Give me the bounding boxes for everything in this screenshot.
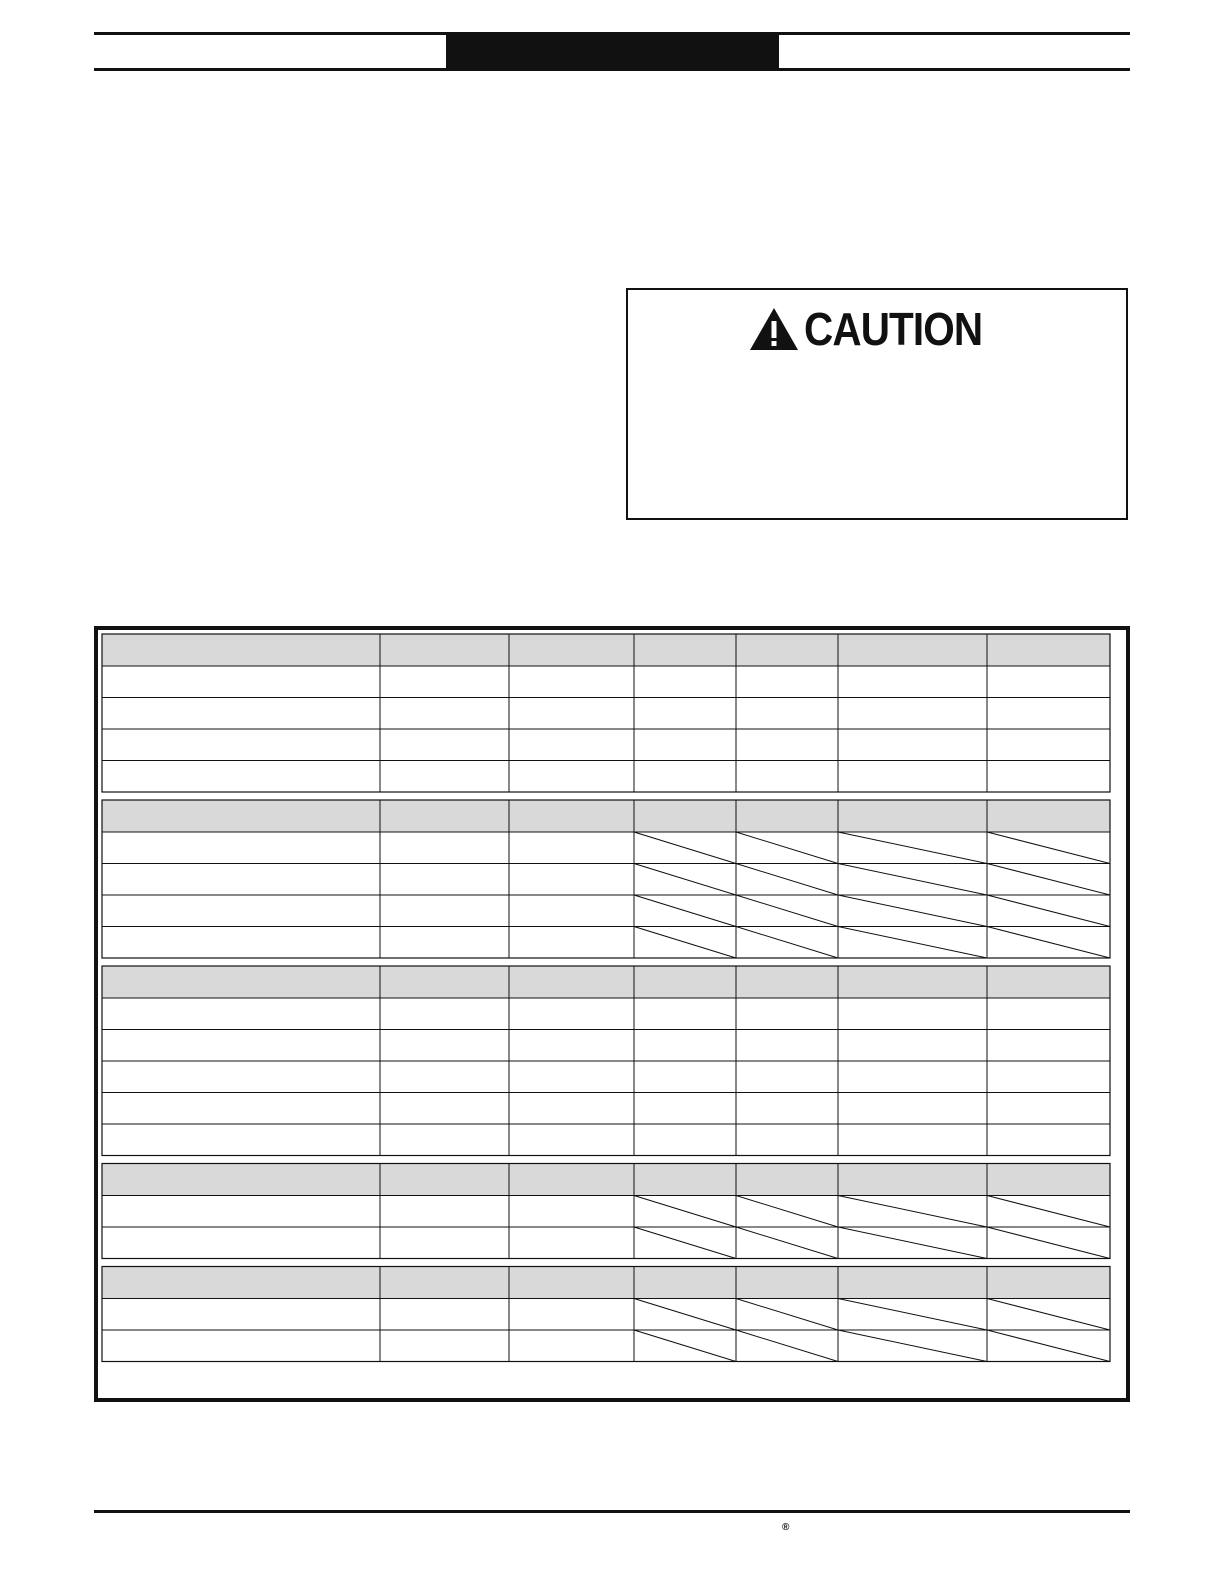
table-na-diagonal — [838, 1299, 987, 1331]
table-na-diagonal — [634, 832, 736, 864]
table-na-diagonal — [634, 895, 736, 927]
caution-title: CAUTION — [803, 303, 982, 355]
table-section-header — [102, 966, 1110, 998]
table-na-diagonal — [838, 1330, 987, 1362]
table-na-diagonal — [736, 927, 838, 959]
table-na-diagonal — [838, 1227, 987, 1259]
table-na-diagonal — [634, 1196, 736, 1228]
warning-triangle-icon — [748, 306, 800, 352]
table-na-diagonal — [736, 1330, 838, 1362]
table-section-header — [102, 1164, 1110, 1196]
table-na-diagonal — [634, 927, 736, 959]
table-na-diagonal — [736, 1227, 838, 1259]
footer-rule — [94, 1510, 1130, 1513]
table-na-diagonal — [736, 832, 838, 864]
table-na-diagonal — [736, 864, 838, 896]
table-na-diagonal — [838, 832, 987, 864]
table-na-diagonal — [987, 927, 1110, 959]
specification-table-grid — [98, 630, 1126, 1398]
table-na-diagonal — [736, 1196, 838, 1228]
table-na-diagonal — [838, 1196, 987, 1228]
registered-mark: ® — [782, 1522, 790, 1533]
table-na-diagonal — [838, 927, 987, 959]
table-na-diagonal — [838, 864, 987, 896]
table-na-diagonal — [987, 832, 1110, 864]
table-na-diagonal — [987, 895, 1110, 927]
specification-table — [94, 626, 1130, 1402]
table-na-diagonal — [634, 1227, 736, 1259]
caution-heading — [628, 304, 1126, 354]
table-section-header — [102, 1267, 1110, 1299]
table-na-diagonal — [987, 864, 1110, 896]
table-na-diagonal — [634, 1330, 736, 1362]
table-na-diagonal — [987, 1330, 1110, 1362]
table-na-diagonal — [736, 895, 838, 927]
caution-box — [626, 288, 1128, 520]
table-na-diagonal — [838, 895, 987, 927]
table-na-diagonal — [987, 1299, 1110, 1331]
table-na-diagonal — [634, 1299, 736, 1331]
table-na-diagonal — [987, 1227, 1110, 1259]
table-na-diagonal — [736, 1299, 838, 1331]
table-na-diagonal — [634, 864, 736, 896]
table-section-header — [102, 800, 1110, 832]
header-section-tab — [446, 32, 779, 71]
table-section-header — [102, 634, 1110, 666]
table-na-diagonal — [987, 1196, 1110, 1228]
